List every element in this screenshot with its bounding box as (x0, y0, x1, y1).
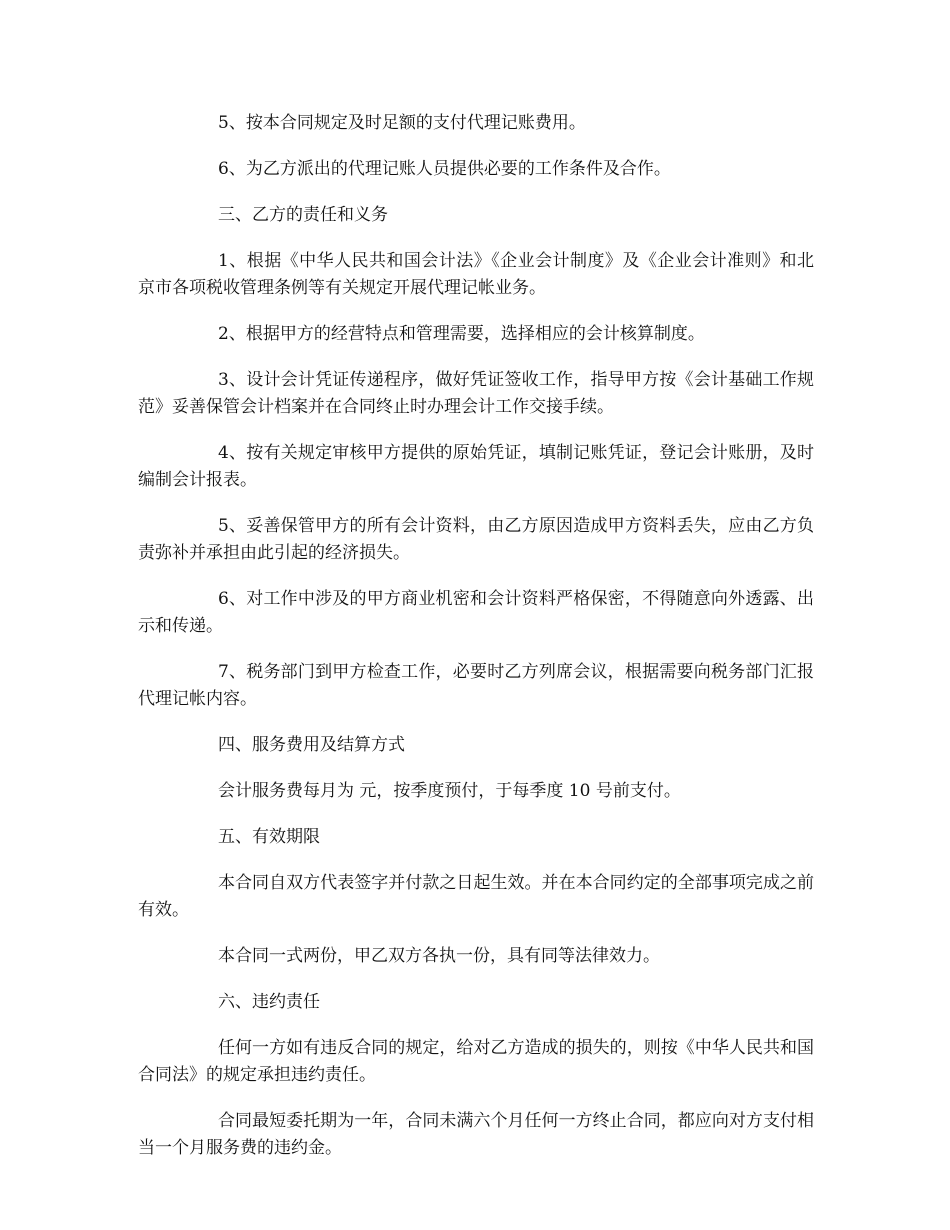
paragraph-breach-penalty: 合同最短委托期为一年，合同未满六个月任何一方终止合同，都应向对方支付相当一个月服务费的违约金。 (138, 1111, 814, 1158)
paragraph-party-b-duty-5: 5、妥善保管甲方的所有会计资料，由乙方原因造成甲方资料丢失，应由乙方负责弥补并承担由此引起的经济损失。 (138, 516, 814, 563)
section-heading-breach: 六、违约责任 (218, 992, 320, 1012)
paragraph-party-b-duty-4: 4、按有关规定审核甲方提供的原始凭证，填制记账凭证，登记会计账册，及时编制会计报表。 (138, 443, 814, 490)
paragraph-party-a-duty-5: 5、按本合同规定及时足额的支付代理记账费用。 (218, 113, 586, 133)
section-heading-validity: 五、有效期限 (218, 827, 320, 847)
paragraph-validity-copies: 本合同一式两份，甲乙双方各执一份，具有同等法律效力。 (218, 946, 660, 966)
paragraph-party-b-duty-2: 2、根据甲方的经营特点和管理需要，选择相应的会计核算制度。 (218, 324, 705, 344)
paragraph-party-b-duty-7: 7、税务部门到甲方检查工作，必要时乙方列席会议，根据需要向税务部门汇报代理记帐内容。 (138, 662, 814, 709)
paragraph-party-a-duty-6: 6、为乙方派出的代理记账人员提供必要的工作条件及合作。 (218, 159, 671, 179)
section-heading-fees: 四、服务费用及结算方式 (218, 735, 405, 755)
paragraph-party-b-duty-3: 3、设计会计凭证传递程序，做好凭证签收工作，指导甲方按《会计基础工作规范》妥善保管会计档案并在合同终止时办理会计工作交接手续。 (138, 370, 814, 417)
section-heading-party-b-duties: 三、乙方的责任和义务 (218, 205, 388, 225)
paragraph-validity-effective: 本合同自双方代表签字并付款之日起生效。并在本合同约定的全部事项完成之前有效。 (138, 873, 814, 920)
paragraph-breach-liability: 任何一方如有违反合同的规定，给对乙方造成的损失的，则按《中华人民共和国合同法》的规定承担违约责任。 (138, 1038, 814, 1085)
paragraph-party-b-duty-1: 1、根据《中华人民共和国会计法》《企业会计制度》及《企业会计准则》和北京市各项税收管理条例等有关规定开展代理记帐业务。 (138, 251, 814, 298)
document-page (138, 110, 814, 1181)
paragraph-fee-terms: 会计服务费每月为 元，按季度预付，于每季度 10 号前支付。 (218, 781, 681, 801)
paragraph-party-b-duty-6: 6、对工作中涉及的甲方商业机密和会计资料严格保密，不得随意向外透露、出示和传递。 (138, 589, 814, 636)
